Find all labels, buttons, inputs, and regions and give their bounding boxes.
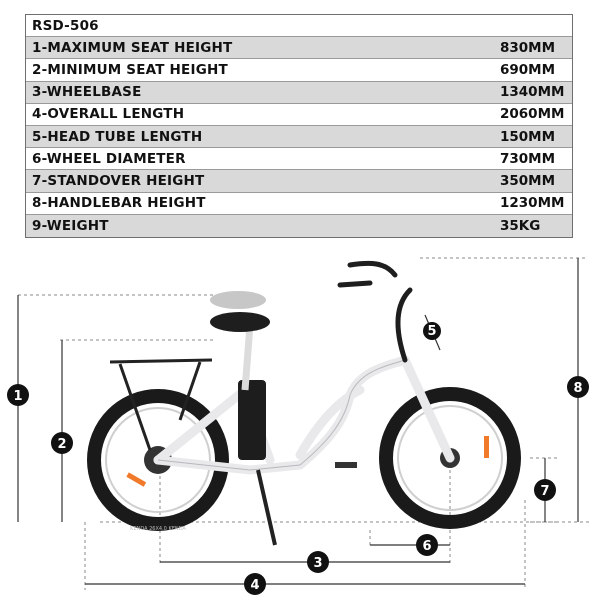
spec-label: 5-HEAD TUBE LENGTH [32, 128, 203, 145]
spec-value: 690MM [500, 61, 556, 78]
spec-value: 730MM [500, 150, 556, 167]
bike-dimension-diagram [0, 240, 600, 600]
spec-row-overall-length [26, 104, 572, 126]
marker-4 [244, 573, 266, 595]
spec-title-row [26, 15, 572, 37]
spec-row-wheel-diameter [26, 148, 572, 170]
marker-1 [7, 384, 29, 406]
spec-label: 8-HANDLEBAR HEIGHT [32, 195, 206, 212]
spec-value: 150MM [500, 128, 556, 145]
marker-1-label: 1 [13, 389, 23, 404]
spec-label: 4-OVERALL LENGTH [32, 106, 185, 123]
spec-value: 2060MM [500, 106, 565, 123]
marker-7-label: 7 [540, 484, 550, 499]
marker-6 [416, 534, 438, 556]
seat-post [245, 325, 250, 390]
marker-4-label: 4 [250, 578, 260, 593]
spec-row-weight [26, 215, 572, 237]
spec-label: 9-WEIGHT [32, 217, 109, 234]
spec-table [25, 14, 573, 238]
marker-5-label: 5 [427, 324, 437, 339]
model-name: RSD-506 [32, 17, 99, 34]
marker-5 [423, 322, 441, 340]
spec-row-handlebar-height [26, 193, 572, 215]
marker-8 [567, 376, 589, 398]
pedal [335, 462, 357, 468]
battery [238, 380, 266, 460]
saddle-max [210, 291, 266, 309]
spec-label: 6-WHEEL DIAMETER [32, 150, 186, 167]
marker-3 [307, 551, 329, 573]
rear-reflector [126, 472, 146, 486]
spec-label: 7-STANDOVER HEIGHT [32, 172, 205, 189]
handlebar [340, 263, 410, 360]
spec-row-standover-height [26, 170, 572, 192]
spec-value: 350MM [500, 172, 556, 189]
spec-row-wheelbase [26, 82, 572, 104]
spec-row-min-seat-height [26, 59, 572, 81]
spec-value: 1340MM [500, 84, 565, 101]
spec-row-max-seat-height [26, 37, 572, 59]
tire-sidewall-text: KENDA 26X4.0 KENDA [130, 526, 186, 532]
kickstand [258, 470, 275, 545]
spec-value: 35KG [500, 217, 541, 234]
spec-label: 1-MAXIMUM SEAT HEIGHT [32, 39, 233, 56]
marker-6-label: 6 [422, 539, 432, 554]
spec-label: 3-WHEELBASE [32, 84, 142, 101]
marker-2 [51, 432, 73, 454]
spec-label: 2-MINIMUM SEAT HEIGHT [32, 61, 228, 78]
spec-value: 1230MM [500, 195, 565, 212]
spec-row-head-tube-length [26, 126, 572, 148]
spec-value: 830MM [500, 39, 556, 56]
marker-7 [534, 479, 556, 501]
marker-8-label: 8 [573, 381, 583, 396]
saddle-min [210, 312, 270, 332]
marker-2-label: 2 [57, 437, 67, 452]
marker-3-label: 3 [313, 556, 323, 571]
